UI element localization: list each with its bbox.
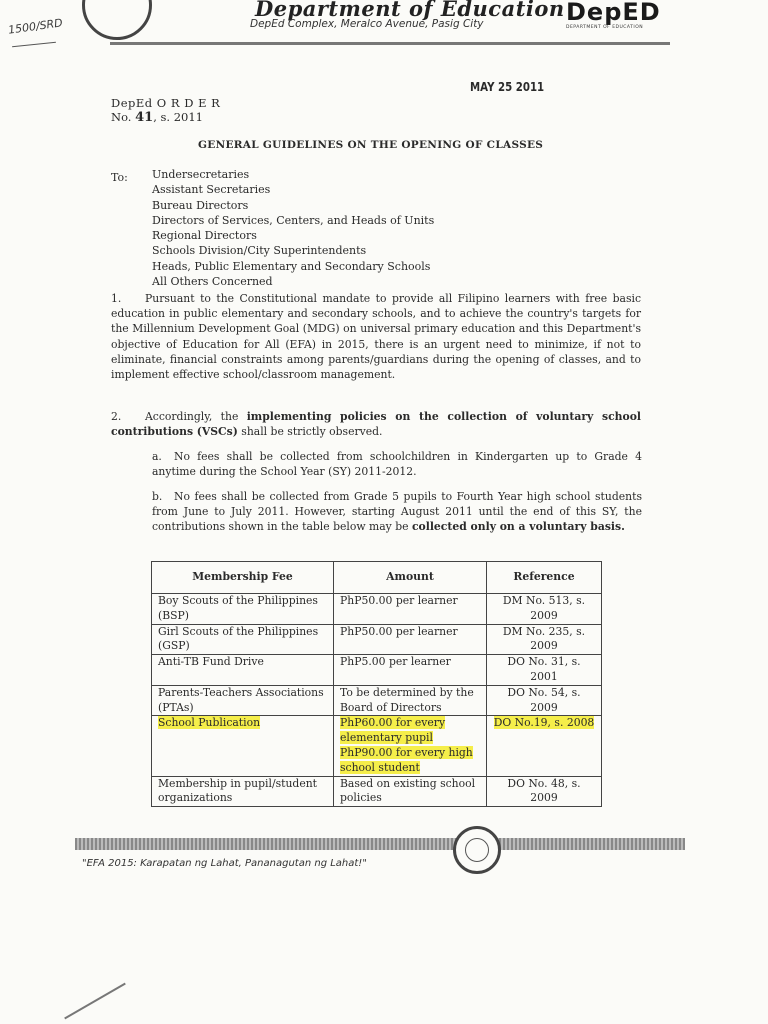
table-row <box>152 655 602 686</box>
table-cell: Anti-TB Fund Drive <box>152 655 334 686</box>
handwritten-underline <box>12 42 56 48</box>
item-label: b. <box>152 490 163 503</box>
table-cell: DM No. 513, s. 2009 <box>487 594 602 625</box>
recipient: Schools Division/City Superintendents <box>152 244 367 258</box>
table-cell: DO No. 48, s. 2009 <box>487 776 602 807</box>
table-cell: PhP50.00 per learner <box>334 624 487 655</box>
pen-mark <box>64 983 126 1020</box>
department-address: DepEd Complex, Meralco Avenue, Pasig City <box>250 18 484 30</box>
paragraph-number: 1. <box>111 292 122 305</box>
deped-logo: DepED <box>566 0 661 26</box>
paragraph-text: shall be strictly observed. <box>237 425 383 439</box>
order-number <box>111 110 203 125</box>
item-b <box>152 489 642 535</box>
column-header: Amount <box>334 562 487 594</box>
paragraph-number: 2. <box>111 410 122 423</box>
recipient: Undersecretaries <box>152 168 250 181</box>
item-text: No fees shall be collected from Grade 5 pupils to Fourth Year high school students from June to July 2011. However, starting August 2011 until the end of this SY, the contributions shown in the table below may be <box>152 490 642 534</box>
item-label: a. <box>152 450 162 463</box>
table-cell: Girl Scouts of the Philippines (GSP) <box>152 624 334 655</box>
paragraph-1 <box>111 291 641 382</box>
recipient-list <box>152 167 434 289</box>
table-row <box>152 624 602 655</box>
table-cell: PhP5.00 per learner <box>334 655 487 686</box>
table-header-row <box>152 562 602 594</box>
header-divider <box>110 42 670 45</box>
efa-seal-inner-icon <box>465 838 489 862</box>
table-row <box>152 776 602 807</box>
highlighted-text: PhP60.00 for every elementary pupil PhP90.00 for every high school student <box>340 716 473 774</box>
highlighted-text: School Publication <box>158 716 261 730</box>
recipient: All Others Concerned <box>152 275 273 289</box>
column-header: Reference <box>487 562 602 594</box>
item-text: No fees shall be collected from schoolchildren in Kindergarten up to Grade 4 anytime during the School Year (SY) 2011-2012. <box>152 450 642 479</box>
footer-slogan: "EFA 2015: Karapatan ng Lahat, Pananagutan ng Lahat!" <box>82 858 367 869</box>
document-title: GENERAL GUIDELINES ON THE OPENING OF CLASSES <box>198 139 544 151</box>
order-no-value: 41 <box>135 110 154 125</box>
table-cell <box>487 716 602 776</box>
recipient: Heads, Public Elementary and Secondary Schools <box>152 259 431 273</box>
table-row-highlighted <box>152 716 602 776</box>
recipient: Bureau Directors <box>152 198 249 212</box>
paragraph-bold-text: implementing policies on the collection of voluntary school contributions (VSCs) <box>111 410 641 439</box>
table-cell: Membership in pupil/student organizations <box>152 776 334 807</box>
order-date: MAY 25 2011 <box>470 80 545 94</box>
deped-seal-icon <box>82 0 152 40</box>
table-cell: DO No. 54, s. 2009 <box>487 685 602 716</box>
table-cell: Boy Scouts of the Philippines (BSP) <box>152 594 334 625</box>
recipient: Directors of Services, Centers, and Heads of Units <box>152 213 435 227</box>
department-name: Department of Education <box>255 0 565 21</box>
column-header: Membership Fee <box>152 562 334 594</box>
highlighted-text: DO No.19, s. 2008 <box>493 716 595 730</box>
fees-table <box>151 561 602 807</box>
table-cell <box>334 716 487 776</box>
table-row <box>152 685 602 716</box>
table-cell: DM No. 235, s. 2009 <box>487 624 602 655</box>
table-cell: PhP50.00 per learner <box>334 594 487 625</box>
table-cell <box>152 716 334 776</box>
to-label: To: <box>111 171 128 184</box>
deped-logo-subtext: DEPARTMENT OF EDUCATION <box>566 25 644 30</box>
order-no-label: No. <box>111 110 132 124</box>
paragraph-text: Pursuant to the Constitutional mandate to provide all Filipino learners with free basic education in public elementary and secondary schools, and to achieve the country's targets for the Millennium Development Goal (MDG) on universal primary education and this Department's objective of Education for All (EFA) in 2015, there is an urgent need to minimize, if not to eliminate, financial constraints among parents/guardians during the opening of classes, and to implement effective school/classroom management. <box>111 292 641 382</box>
paragraph-text: Accordingly, the <box>145 410 247 423</box>
table-cell: DO No. 31, s. 2001 <box>487 655 602 686</box>
recipient: Regional Directors <box>152 229 257 243</box>
table-cell: Based on existing school policies <box>334 776 487 807</box>
paragraph-2 <box>111 409 641 439</box>
item-bold-text: collected only on a voluntary basis. <box>411 520 625 534</box>
recipient: Assistant Secretaries <box>152 183 271 197</box>
footer-bar <box>75 838 685 850</box>
order-series: , s. 2011 <box>153 110 203 124</box>
table-row <box>152 594 602 625</box>
table-cell: Parents-Teachers Associations (PTAs) <box>152 685 334 716</box>
handwritten-note: 1500/SRD <box>7 16 64 37</box>
table-cell: To be determined by the Board of Directors <box>334 685 487 716</box>
order-heading: DepEd O R D E R <box>111 96 221 110</box>
item-a <box>152 449 642 479</box>
